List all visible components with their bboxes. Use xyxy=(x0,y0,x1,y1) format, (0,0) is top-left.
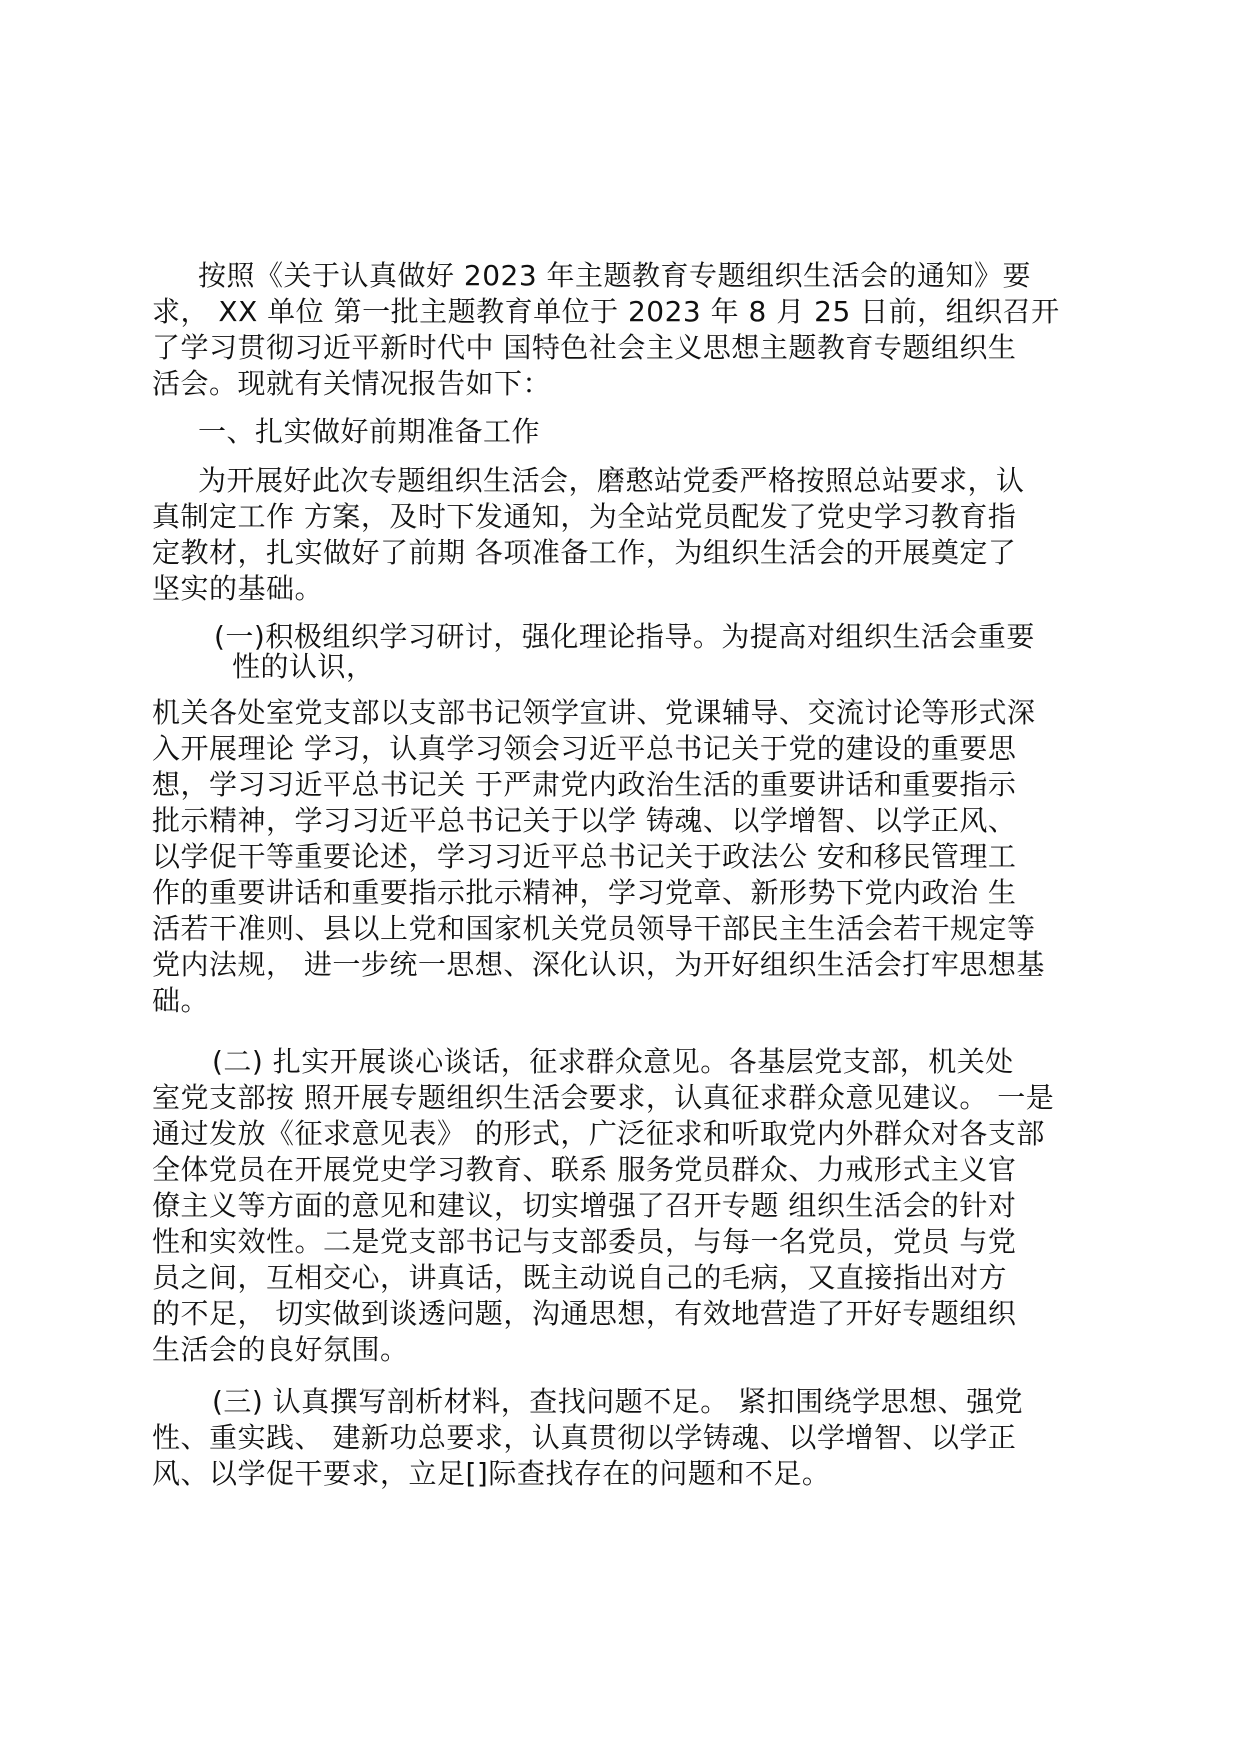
text-line: 求， XX 单位 第一批主题教育单位于 2023 年 8 月 25 日前，组织召开 xyxy=(152,295,1060,328)
text-line: 真制定工作 方案，及时下发通知，为全站党员配发了党史学习教育指 xyxy=(152,500,1017,533)
text-line: 党内法规， 进一步统一思想、深化认识，为开好组织生活会打牢思想基 xyxy=(152,948,1045,981)
text-line: (三) 认真撰写剖析材料，查找问题不足。 紧扣围绕学思想、强党 xyxy=(212,1385,1024,1418)
text-line: 入开展理论 学习，认真学习领会习近平总书记关于党的建设的重要思 xyxy=(152,732,1017,765)
text-line: 室党支部按 照开展专题组织生活会要求，认真征求群众意见建议。 一是 xyxy=(152,1081,1055,1114)
text-line: (一)积极组织学习研讨，强化理论指导。为提高对组织生活会重要 xyxy=(214,620,1035,653)
text-line: (二) 扎实开展谈心谈话，征求群众意见。各基层党支部，机关处 xyxy=(212,1045,1014,1078)
text-line: 作的重要讲话和重要指示批示精神，学习党章、新形势下党内政治 生 xyxy=(152,876,1017,909)
text-line: 按照《关于认真做好 2023 年主题教育专题组织生活会的通知》要 xyxy=(198,259,1032,292)
text-line: 性、重实践、 建新功总要求，认真贯彻以学铸魂、以学增智、以学正 xyxy=(152,1421,1017,1454)
text-line: 生活会的良好氛围。 xyxy=(152,1333,409,1366)
text-line: 以学促干等重要论述，学习习近平总书记关于政法公 安和移民管理工 xyxy=(152,840,1017,873)
text-line: 坚实的基础。 xyxy=(152,572,324,605)
text-line: 机关各处室党支部以支部书记领学宣讲、党课辅导、交流讨论等形式深 xyxy=(152,696,1036,729)
text-line: 的不足， 切实做到谈透问题，沟通思想，有效地营造了开好专题组织 xyxy=(152,1297,1017,1330)
text-line: 活若干准则、县以上党和国家机关党员领导干部民主生活会若干规定等 xyxy=(152,912,1036,945)
text-line: 风、以学促干要求，立足[]际查找存在的问题和不足。 xyxy=(152,1457,831,1490)
text-line: 想，学习习近平总书记关 于严肃党内政治生活的重要讲话和重要指示 xyxy=(152,768,1017,801)
text-line: 通过发放《征求意见表》 的形式，广泛征求和听取党内外群众对各支部 xyxy=(152,1117,1045,1150)
text-line: 性和实效性。二是党支部书记与支部委员，与每一名党员，党员 与党 xyxy=(152,1225,1017,1258)
section-heading: 一、扎实做好前期准备工作 xyxy=(198,415,541,448)
text-line: 活会。现就有关情况报告如下： xyxy=(152,367,552,400)
text-line: 了学习贯彻习近平新时代中 国特色社会主义思想主题教育专题组织生 xyxy=(152,331,1017,364)
text-line: 员之间，互相交心，讲真话，既主动说自己的毛病，又直接指出对方 xyxy=(152,1261,1008,1294)
text-line: 为开展好此次专题组织生活会，磨憨站党委严格按照总站要求，认 xyxy=(198,464,1025,497)
text-line: 批示精神，学习习近平总书记关于以学 铸魂、以学增智、以学正风、 xyxy=(152,804,1017,837)
text-line: 础。 xyxy=(152,984,210,1017)
text-line: 僚主义等方面的意见和建议，切实增强了召开专题 组织生活会的针对 xyxy=(152,1189,1017,1222)
text-line: 定教材，扎实做好了前期 各项准备工作，为组织生活会的开展奠定了 xyxy=(152,536,1017,569)
text-line: 全体党员在开展党史学习教育、联系 服务党员群众、力戒形式主义官 xyxy=(152,1153,1017,1186)
text-line: 性的认识， xyxy=(232,650,375,683)
